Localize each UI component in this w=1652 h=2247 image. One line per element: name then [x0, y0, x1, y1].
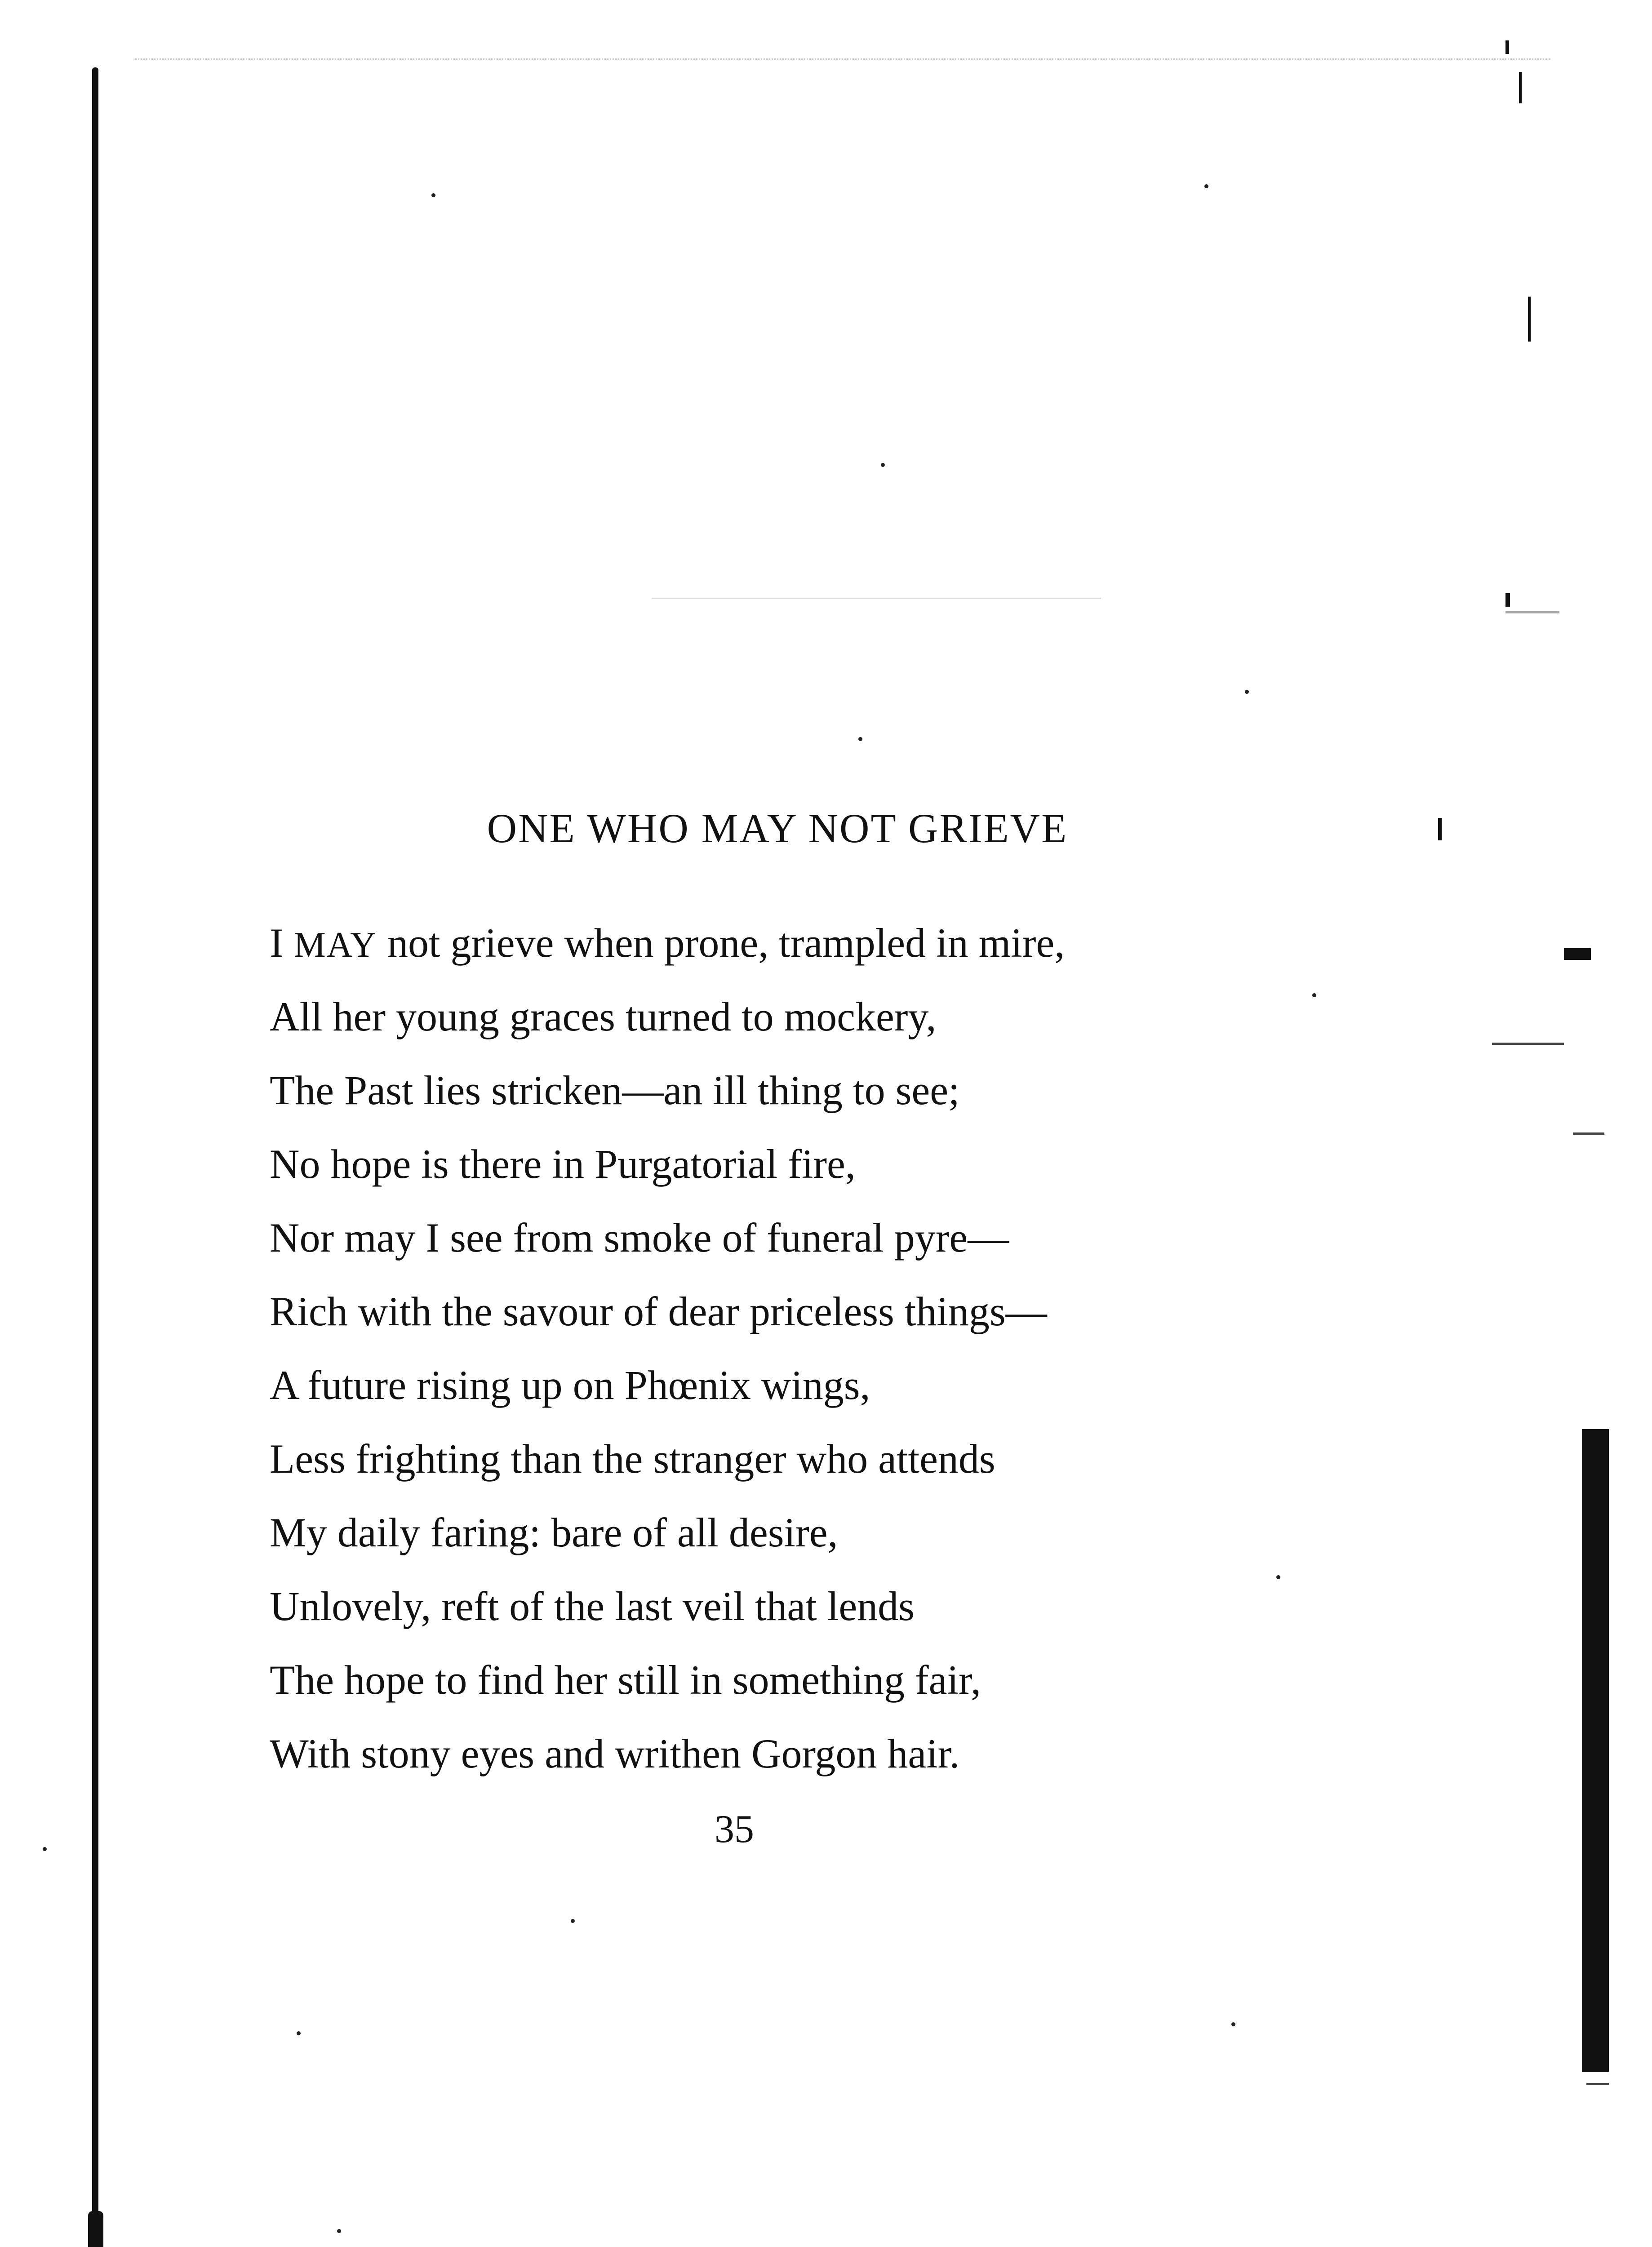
poem-line: A future rising up on Phœnix wings,	[270, 1362, 870, 1408]
scan-speck	[337, 2229, 341, 2233]
poem-lines	[270, 906, 1326, 1790]
poem-line: No hope is there in Purgatorial fire,	[270, 1141, 856, 1187]
poem-line: With stony eyes and writhen Gorgon hair.	[270, 1731, 960, 1776]
scan-speck	[431, 193, 435, 197]
poem-first-word: I	[270, 920, 284, 966]
poem-line: The hope to find her still in something fair,	[270, 1657, 981, 1703]
poem-line: The Past lies stricken—an ill thing to see;	[270, 1067, 960, 1113]
scan-speck	[571, 1919, 575, 1923]
edge-redaction-bar	[1582, 1429, 1609, 1905]
poem-line	[270, 906, 1326, 980]
scan-speck	[43, 1847, 47, 1851]
edge-mark	[1528, 297, 1531, 342]
poem-first-line-rest: not grieve when prone, trampled in mire,	[377, 920, 1065, 966]
poem-first-word-smallcaps: MAY	[293, 925, 377, 965]
edge-mark	[1505, 40, 1509, 54]
edge-mark	[1564, 948, 1591, 960]
poem-line: All her young graces turned to mockery,	[270, 994, 937, 1039]
binding-edge-foot	[88, 2211, 103, 2247]
poem-line: Rich with the savour of dear priceless things—	[270, 1288, 1047, 1334]
edge-mark	[1519, 72, 1522, 103]
poem-line: My daily faring: bare of all desire,	[270, 1510, 838, 1555]
edge-redaction-bar	[1582, 1883, 1609, 2072]
edge-dash	[1573, 1132, 1604, 1135]
poem-title: ONE WHO MAY NOT GRIEVE	[487, 805, 1068, 851]
edge-dash	[1492, 1043, 1564, 1045]
binding-edge-line	[92, 67, 98, 2247]
scan-speck	[1245, 690, 1249, 694]
scan-speck	[1231, 2022, 1235, 2026]
edge-dash	[1586, 2083, 1609, 2085]
poem-line: Nor may I see from smoke of funeral pyre—	[270, 1215, 1009, 1261]
edge-dash	[1505, 611, 1559, 613]
scan-speck	[1204, 184, 1208, 188]
scan-speck	[297, 2031, 301, 2035]
scan-speck	[881, 463, 885, 467]
scan-dash	[652, 598, 1101, 599]
scan-speck	[858, 737, 862, 741]
page-number: 35	[715, 1807, 754, 1851]
edge-mark	[1438, 818, 1442, 840]
edge-mark	[1505, 593, 1510, 607]
poem-line: Unlovely, reft of the last veil that lends	[270, 1583, 915, 1629]
poem-block	[270, 804, 1326, 1790]
scan-top-edge	[135, 58, 1550, 60]
poem-line: Less frighting than the stranger who attends	[270, 1436, 995, 1482]
